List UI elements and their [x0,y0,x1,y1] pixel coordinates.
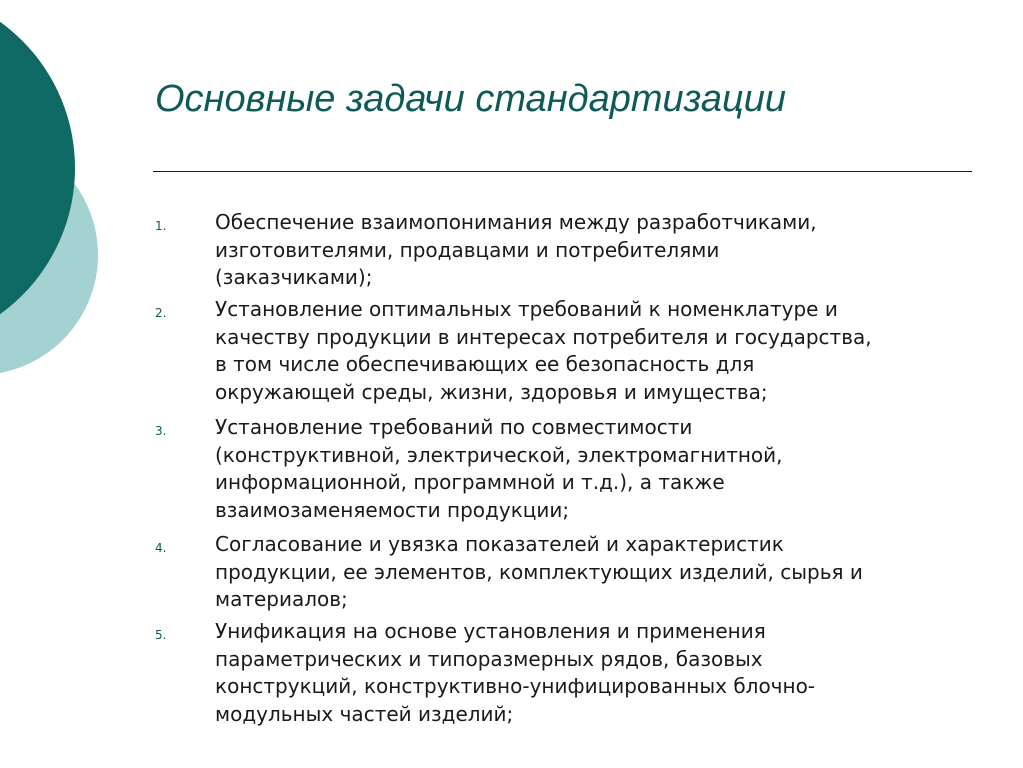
decorative-circles [0,0,140,420]
item-number: 2. [155,306,167,320]
item-text [215,414,985,524]
item-line: модульных частей изделий; [215,701,514,726]
item-line: (конструктивной, электрической, электромагнитной, [215,442,783,467]
item-line: Установление требований по совместимости [215,415,693,439]
item-line: окружающей среды, жизни, здоровья и имущества; [215,379,768,404]
item-text [215,531,985,614]
item-number: 4. [155,541,167,555]
item-line: конструкций, конструктивно-унифицированных блочно- [215,674,816,698]
item-text [215,209,985,292]
slide-title: Основные задачи стандартизации [155,78,787,120]
item-line: изготовителями, продавцами и потребителями [215,237,720,262]
title-divider [153,171,972,172]
item-line: (заказчиками); [215,265,373,289]
item-line: Обеспечение взаимопонимания между разработчиками, [215,210,817,234]
item-line: Согласование и увязка показателей и характеристик [215,532,784,556]
item-line: Унификация на основе установления и применения [215,619,766,643]
item-number: 3. [155,424,167,438]
item-line: материалов; [215,587,348,611]
item-number: 5. [155,628,167,642]
item-line: качеству продукции в интересах потребителя и государства, [215,324,872,349]
item-line: в том числе обеспечивающих ее безопасность для [215,352,755,376]
item-text [215,618,985,728]
item-line: информационной, программной и т.д.), а также [215,470,725,494]
item-line: параметрических и типоразмерных рядов, базовых [215,646,763,671]
item-line: Установление оптимальных требований к номенклатуре и [215,297,838,321]
item-text [215,296,985,406]
item-line: продукции, ее элементов, комплектующих изделий, сырья и [215,559,863,584]
item-number: 1. [155,219,167,233]
item-line: взаимозаменяемости продукции; [215,497,570,522]
